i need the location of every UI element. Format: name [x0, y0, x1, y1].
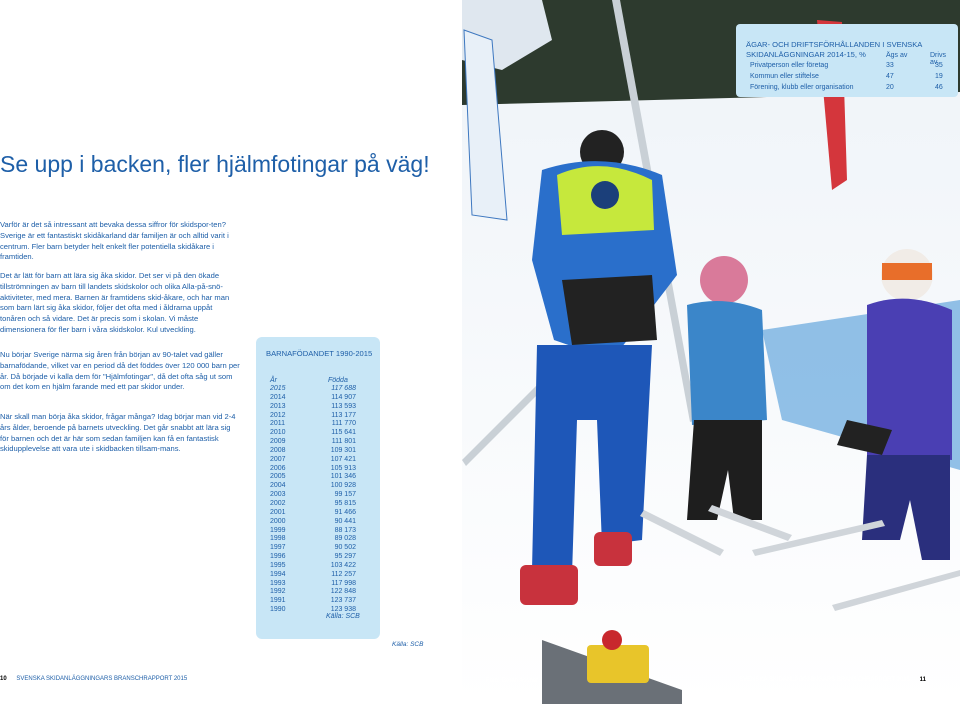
- ownership-table-title: ÄGAR- OCH DRIFTSFÖRHÅLLANDEN I SVENSKA SKIDANLÄGGNINGAR 2014-15, %: [746, 40, 922, 59]
- birth-count: 122 848: [330, 588, 356, 596]
- birth-year: 2000: [270, 517, 286, 525]
- table-row: [270, 588, 356, 597]
- birth-count: 95 815: [334, 499, 356, 507]
- ownership-owns: 33: [886, 62, 894, 69]
- birth-year: 2012: [270, 411, 286, 419]
- birth-count: 90 502: [334, 544, 356, 552]
- page-number-right: 11: [919, 677, 926, 683]
- birth-year: 1993: [270, 579, 286, 587]
- table-row: [270, 562, 356, 571]
- birth-year: 2007: [270, 455, 286, 463]
- table-row: [270, 500, 356, 509]
- table-row: [270, 438, 356, 447]
- table-row: [270, 473, 356, 482]
- ownership-label: Kommun eller stiftelse: [750, 73, 819, 80]
- birth-count: 113 177: [331, 411, 356, 419]
- table-row: [270, 518, 356, 527]
- left-page: [0, 0, 462, 704]
- table-row: [270, 571, 356, 580]
- ownership-label: Privatperson eller företag: [750, 62, 829, 69]
- birth-count: 90 441: [334, 517, 356, 525]
- birth-year: 2006: [270, 464, 286, 472]
- birth-count: 107 421: [330, 455, 356, 463]
- birth-count: 115 641: [331, 429, 356, 437]
- table-row: [270, 412, 356, 421]
- birth-year: 2004: [270, 482, 286, 490]
- birth-count: 95 297: [334, 553, 356, 561]
- table-row: [270, 456, 356, 465]
- birth-year: 2015: [270, 385, 286, 392]
- birth-count: 99 157: [334, 491, 356, 499]
- birth-year: 2014: [270, 393, 286, 401]
- table-row: [270, 509, 356, 518]
- table-row: [270, 597, 356, 606]
- birth-table-title: BARNAFÖDANDET 1990-2015: [266, 349, 373, 358]
- birth-count: 123 938: [330, 606, 356, 614]
- birth-table-rows: [270, 385, 356, 615]
- birth-year: 1990: [270, 606, 286, 614]
- birth-count: 117 688: [331, 385, 356, 392]
- birth-table-source: Källa: SCB: [326, 613, 360, 620]
- ownership-runs: 19: [935, 73, 943, 80]
- ownership-owns: 47: [886, 73, 894, 80]
- photo-illustration: [462, 0, 960, 704]
- table-row: [270, 491, 356, 500]
- table-row: [270, 385, 356, 394]
- birth-year: 2005: [270, 473, 286, 481]
- table-row: [270, 394, 356, 403]
- table-row: [270, 527, 356, 536]
- table-row: [270, 420, 356, 429]
- paragraph-3: Nu börjar Sverige närma sig åren från början av 90-talet vad gäller barnafödande, vilket var en period då det föddes över 120 000 barn per år. Då började vi kalla dem för "Hjälmfotingar", då det ofta såg ut som om det kom en hjälm farande med ett par skidor under.: [0, 350, 240, 392]
- paragraph-1: Varför är det så intressant att bevaka dessa siffror för skidspor-ten? Sverige är ett fantastiskt skidåkarland där familjen är och alltid varit i centrum. Fler barn betyder helt enkelt fler potentiella skidåkare i framtiden.: [0, 220, 229, 262]
- ownership-col-runs: Drivs av: [930, 52, 946, 66]
- birth-year: 1997: [270, 544, 286, 552]
- table-row: [270, 535, 356, 544]
- table-row: [270, 465, 356, 474]
- footer-left: [0, 676, 187, 682]
- birth-year: 2013: [270, 402, 286, 410]
- page-source: Källa: SCB: [392, 641, 424, 648]
- table-row: [270, 580, 356, 589]
- birth-year: 1995: [270, 561, 286, 569]
- birth-count: 109 301: [330, 446, 356, 454]
- photo-credit: Foto: Göran Assner: [486, 678, 539, 684]
- birth-col-year: År: [270, 377, 277, 384]
- footer-right-text: SVENSKA SKIDANLÄGGNINGARS BRANSCHRAPPORT 2015: [739, 677, 910, 683]
- birth-count: 101 346: [330, 473, 356, 481]
- paragraph-4: När skall man börja åka skidor, frågar många? Idag börjar man vid 2-4 års ålder, beroende på barnets utveckling. Det går snabbt att lära sig för barnen och det är här som sedan familjen kan få en fantastisk skidupplevelse att vara ute i skidbacken tillsam-mans.: [0, 412, 236, 454]
- footer-left-text: SVENSKA SKIDANLÄGGNINGARS BRANSCHRAPPORT 2015: [16, 676, 188, 682]
- footer-right: [739, 677, 926, 683]
- birth-year: 1991: [270, 597, 286, 605]
- birth-count: 88 173: [334, 526, 356, 534]
- birth-year: 2003: [270, 491, 286, 499]
- birth-count: 112 257: [331, 570, 356, 578]
- birth-count: 89 028: [334, 535, 356, 543]
- birth-count: 105 913: [330, 464, 356, 472]
- birth-year: 2010: [270, 429, 286, 437]
- birth-year: 2001: [270, 508, 286, 516]
- photo-ski-school: [462, 0, 960, 704]
- birth-count: 114 907: [331, 393, 356, 401]
- ownership-col-owns: Ägs av: [886, 52, 908, 59]
- table-row: [270, 544, 356, 553]
- birth-year: 2009: [270, 438, 286, 446]
- birth-col-births: Födda: [328, 377, 348, 384]
- birth-year: 1994: [270, 570, 286, 578]
- birth-count: 100 928: [330, 482, 356, 490]
- birth-count: 103 422: [330, 561, 356, 569]
- birth-year: 2008: [270, 446, 286, 454]
- birth-count: 91 466: [334, 508, 356, 516]
- birth-year: 2011: [270, 420, 286, 428]
- ownership-runs: 35: [935, 62, 943, 69]
- birth-count: 111 770: [331, 420, 356, 428]
- birth-year: 1998: [270, 535, 286, 543]
- birth-year: 2002: [270, 499, 286, 507]
- birth-table-header: [270, 377, 356, 384]
- birth-count: 123 737: [330, 597, 356, 605]
- table-row: [270, 553, 356, 562]
- table-row: [270, 403, 356, 412]
- headline: Se upp i backen, fler hjälmfotingar på väg!: [0, 151, 430, 177]
- birth-count: 117 998: [331, 579, 356, 587]
- paragraph-2: Det är lätt för barn att lära sig åka skidor. Det ser vi på den ökade tillströmningen av barn till landets skidskolor och olika Alla-på-snö-aktiviteter, med mera. Barnen är framtidens skid-åkare, och har man som barn lärt sig åka skidor, följer det ofta med i åldrarna uppåt tonåren och så vidare. Det är precis som i skolan. Vi måste dimensionera för fler barn i våra skidskolor. Kul utveckling.: [0, 271, 230, 334]
- birth-year: 1999: [270, 526, 286, 534]
- birth-count: 113 593: [331, 402, 356, 410]
- ownership-box: [736, 24, 958, 97]
- table-row: [270, 482, 356, 491]
- ownership-label: Förening, klubb eller organisation: [750, 84, 854, 91]
- table-row: [270, 429, 356, 438]
- page-number-left: 10: [0, 676, 7, 682]
- birth-statistics-box: [256, 337, 380, 639]
- table-row: [270, 447, 356, 456]
- ownership-runs: 46: [935, 84, 943, 91]
- birth-count: 111 801: [331, 438, 356, 446]
- birth-year: 1996: [270, 553, 286, 561]
- birth-year: 1992: [270, 588, 286, 596]
- ownership-owns: 20: [886, 84, 894, 91]
